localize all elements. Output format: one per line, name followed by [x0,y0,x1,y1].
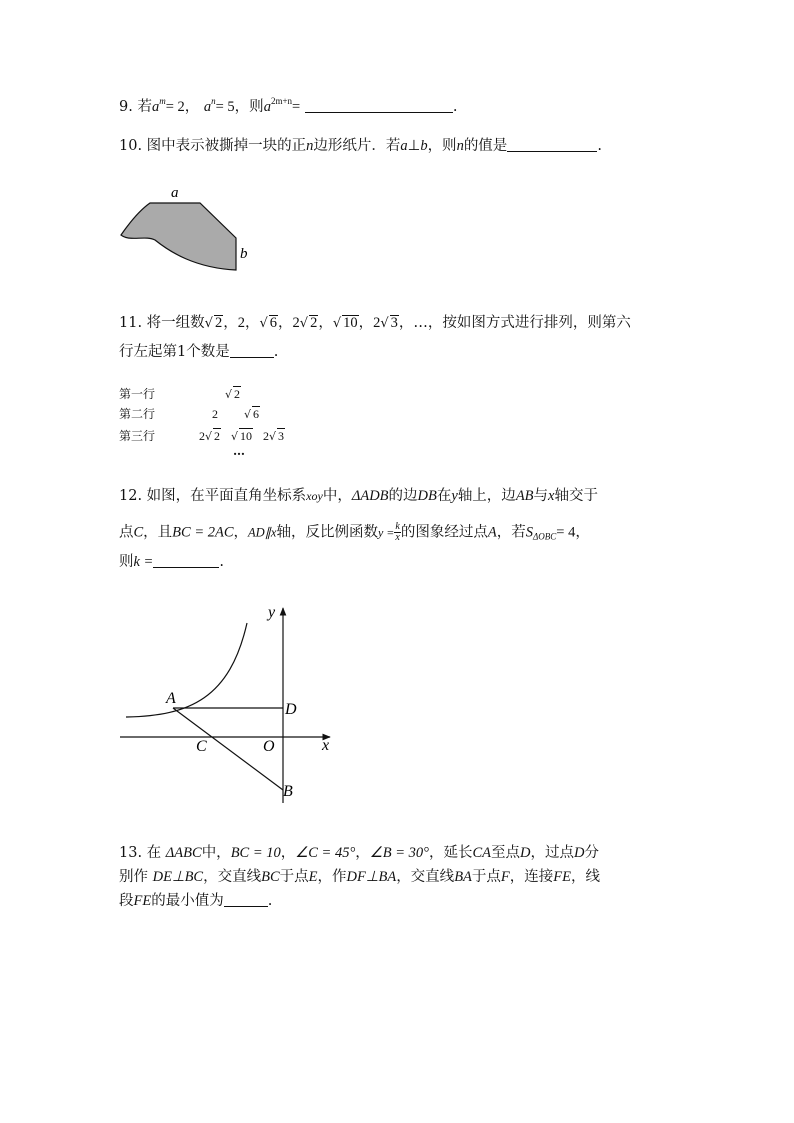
q12-number: 12. [119,488,143,504]
question-13-line3: 段FE的最小值为 . [119,893,273,909]
q11-dots: … [233,444,245,458]
label-A: A [166,690,176,707]
question-11-line2: 行左起第1个数是 . [119,344,279,360]
q11-number: 11. [119,315,143,331]
label-O: O [263,738,275,755]
question-13: 13. 在 ΔABC中，BC = 10，∠C = 45°，∠B = 30°，延长CA至点D，过点D分 [119,845,599,861]
label-a: a [171,185,179,201]
q13-answer-blank[interactable] [224,892,268,907]
label-x: x [322,737,330,754]
q10-number: 10. [119,138,143,154]
q9-answer-blank[interactable] [305,98,453,113]
q9-text: 若 [137,99,152,115]
q10-answer-blank[interactable] [507,137,597,152]
hyperbola-curve [126,623,247,717]
q13-number: 13. [119,845,143,861]
question-11: 11. 将一组数√ 2，2，√ 6，2√ 2，√ 10，2√ 3，…，按如图方式进行排列，则第六 [119,315,631,331]
question-12-line3: 则k = . [119,554,224,570]
q12-answer-blank[interactable] [153,553,219,568]
question-13-line2: 别作 DE⊥BC，交直线BC于点E，作DF⊥BA，交直线BA于点F，连接FE，线 [119,869,600,885]
q12-coordinate-figure [110,598,350,818]
label-D: D [285,701,297,718]
q11-row-3: 第三行 2√ 2 √ 10 2√ 3 [119,429,285,443]
q11-answer-blank[interactable] [230,343,274,358]
q11-row-1: 第一行 √ 2 [119,387,241,401]
q9-number: 9. [119,99,133,115]
label-B: B [283,783,293,800]
label-y: y [268,604,276,621]
question-10: 10. 图中表示被撕掉一块的正n边形纸片．若a⊥b，则n的值是 . [119,138,602,154]
q10-torn-polygon-figure [115,180,265,275]
q11-row-2: 第二行 2 √ 6 [119,407,260,421]
label-C: C [196,738,207,755]
label-b: b [240,246,248,262]
question-12: 12. 如图，在平面直角坐标系xoy中，ΔADB的边DB在y轴上，边AB与x轴交于 [119,488,598,504]
question-9: 9. 若$a^m= 2$， $a^n= 5$，则$a^{2m+n}=$ . [119,96,458,115]
question-12-line2: 点C，且BC = 2AC，AD∥x轴，反比例函数y = $\frac{k}{x}$ 的图象经过点A，若$S_{\Delta OBC}= 4$， [119,521,590,543]
torn-polygon-shape [121,203,236,270]
